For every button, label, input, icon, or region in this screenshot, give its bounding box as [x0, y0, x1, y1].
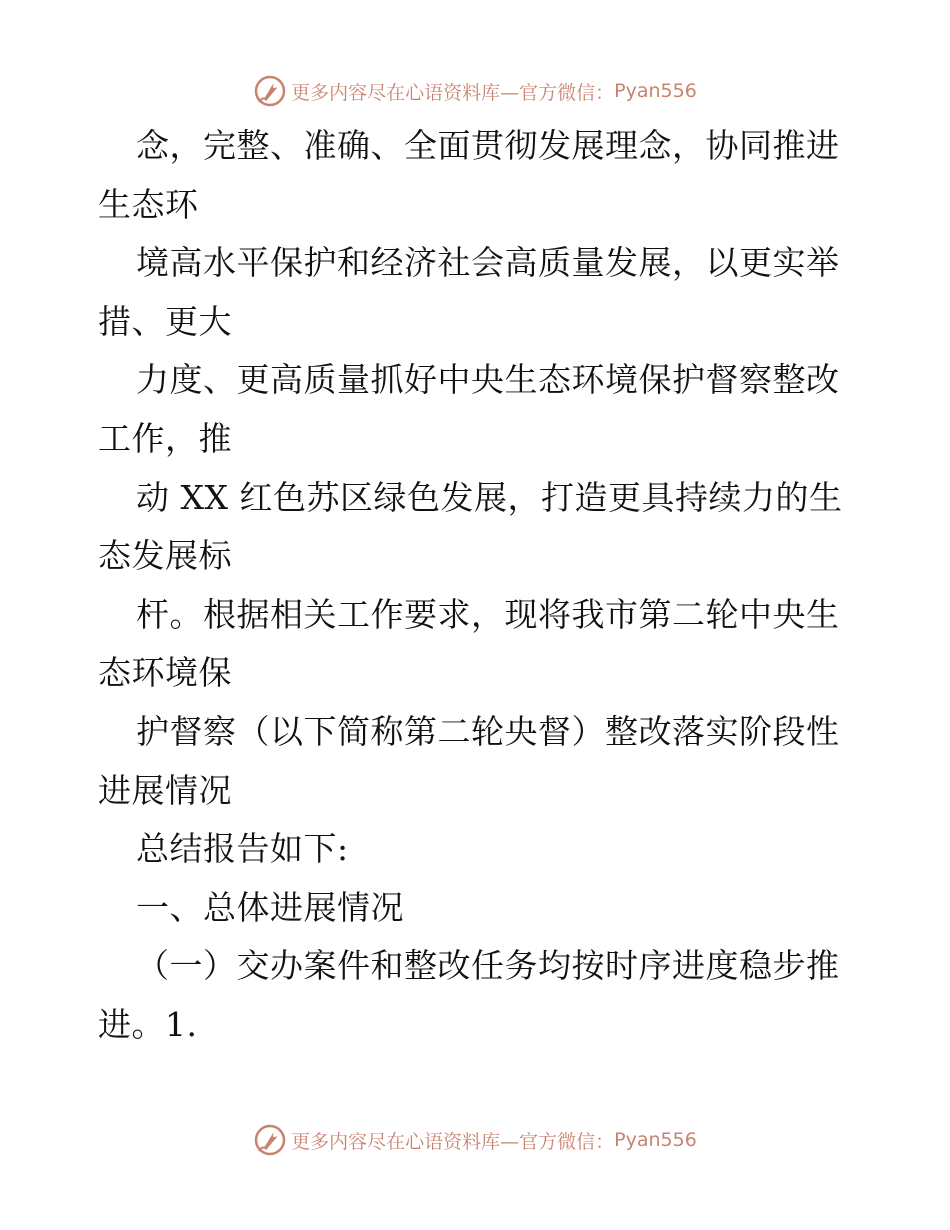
document-body: [98, 117, 858, 1055]
section-heading: 一、总体进展情况: [136, 887, 404, 927]
footer-watermark: [0, 1122, 950, 1158]
text-line: 进展情况: [98, 770, 232, 810]
text-line: 总结报告如下:: [136, 829, 349, 869]
text-line: 护督察（以下简称第二轮央督）整改落实阶段性: [136, 711, 840, 751]
text-line: 杆。根据相关工作要求，现将我市第二轮中央生: [136, 594, 840, 634]
text-line: 境高水平保护和经济社会高质量发展，以更实举: [136, 243, 840, 283]
text-line: 念，完整、准确、全面贯彻发展理念，协同推进: [136, 126, 840, 165]
watermark-handle: Pyan556: [614, 1129, 697, 1151]
text-line: 态发展标: [98, 536, 232, 576]
watermark-text: 更多内容尽在心语资料库—官方微信：: [291, 1130, 615, 1153]
text-line: 力度、更高质量抓好中央生态环境保护督察整改: [136, 360, 840, 400]
text-line: 生态环: [98, 184, 199, 224]
header-watermark: [0, 73, 950, 109]
text-line: 措、更大: [98, 301, 232, 341]
watermark-handle: Pyan556: [614, 80, 697, 102]
watermark-text: 更多内容尽在心语资料库—官方微信：: [291, 81, 615, 104]
text-line: 态环境保: [98, 653, 232, 693]
text-line: 进。1.: [98, 1004, 198, 1044]
text-line: 动 XX 红色苏区绿色发展，打造更具持续力的生: [136, 477, 843, 517]
pen-nib-logo-icon: [253, 1123, 287, 1157]
text-line: 工作，推: [98, 418, 232, 458]
text-line: （一）交办案件和整改任务均按时序进度稳步推: [136, 946, 840, 986]
pen-nib-logo-icon: [253, 74, 287, 108]
